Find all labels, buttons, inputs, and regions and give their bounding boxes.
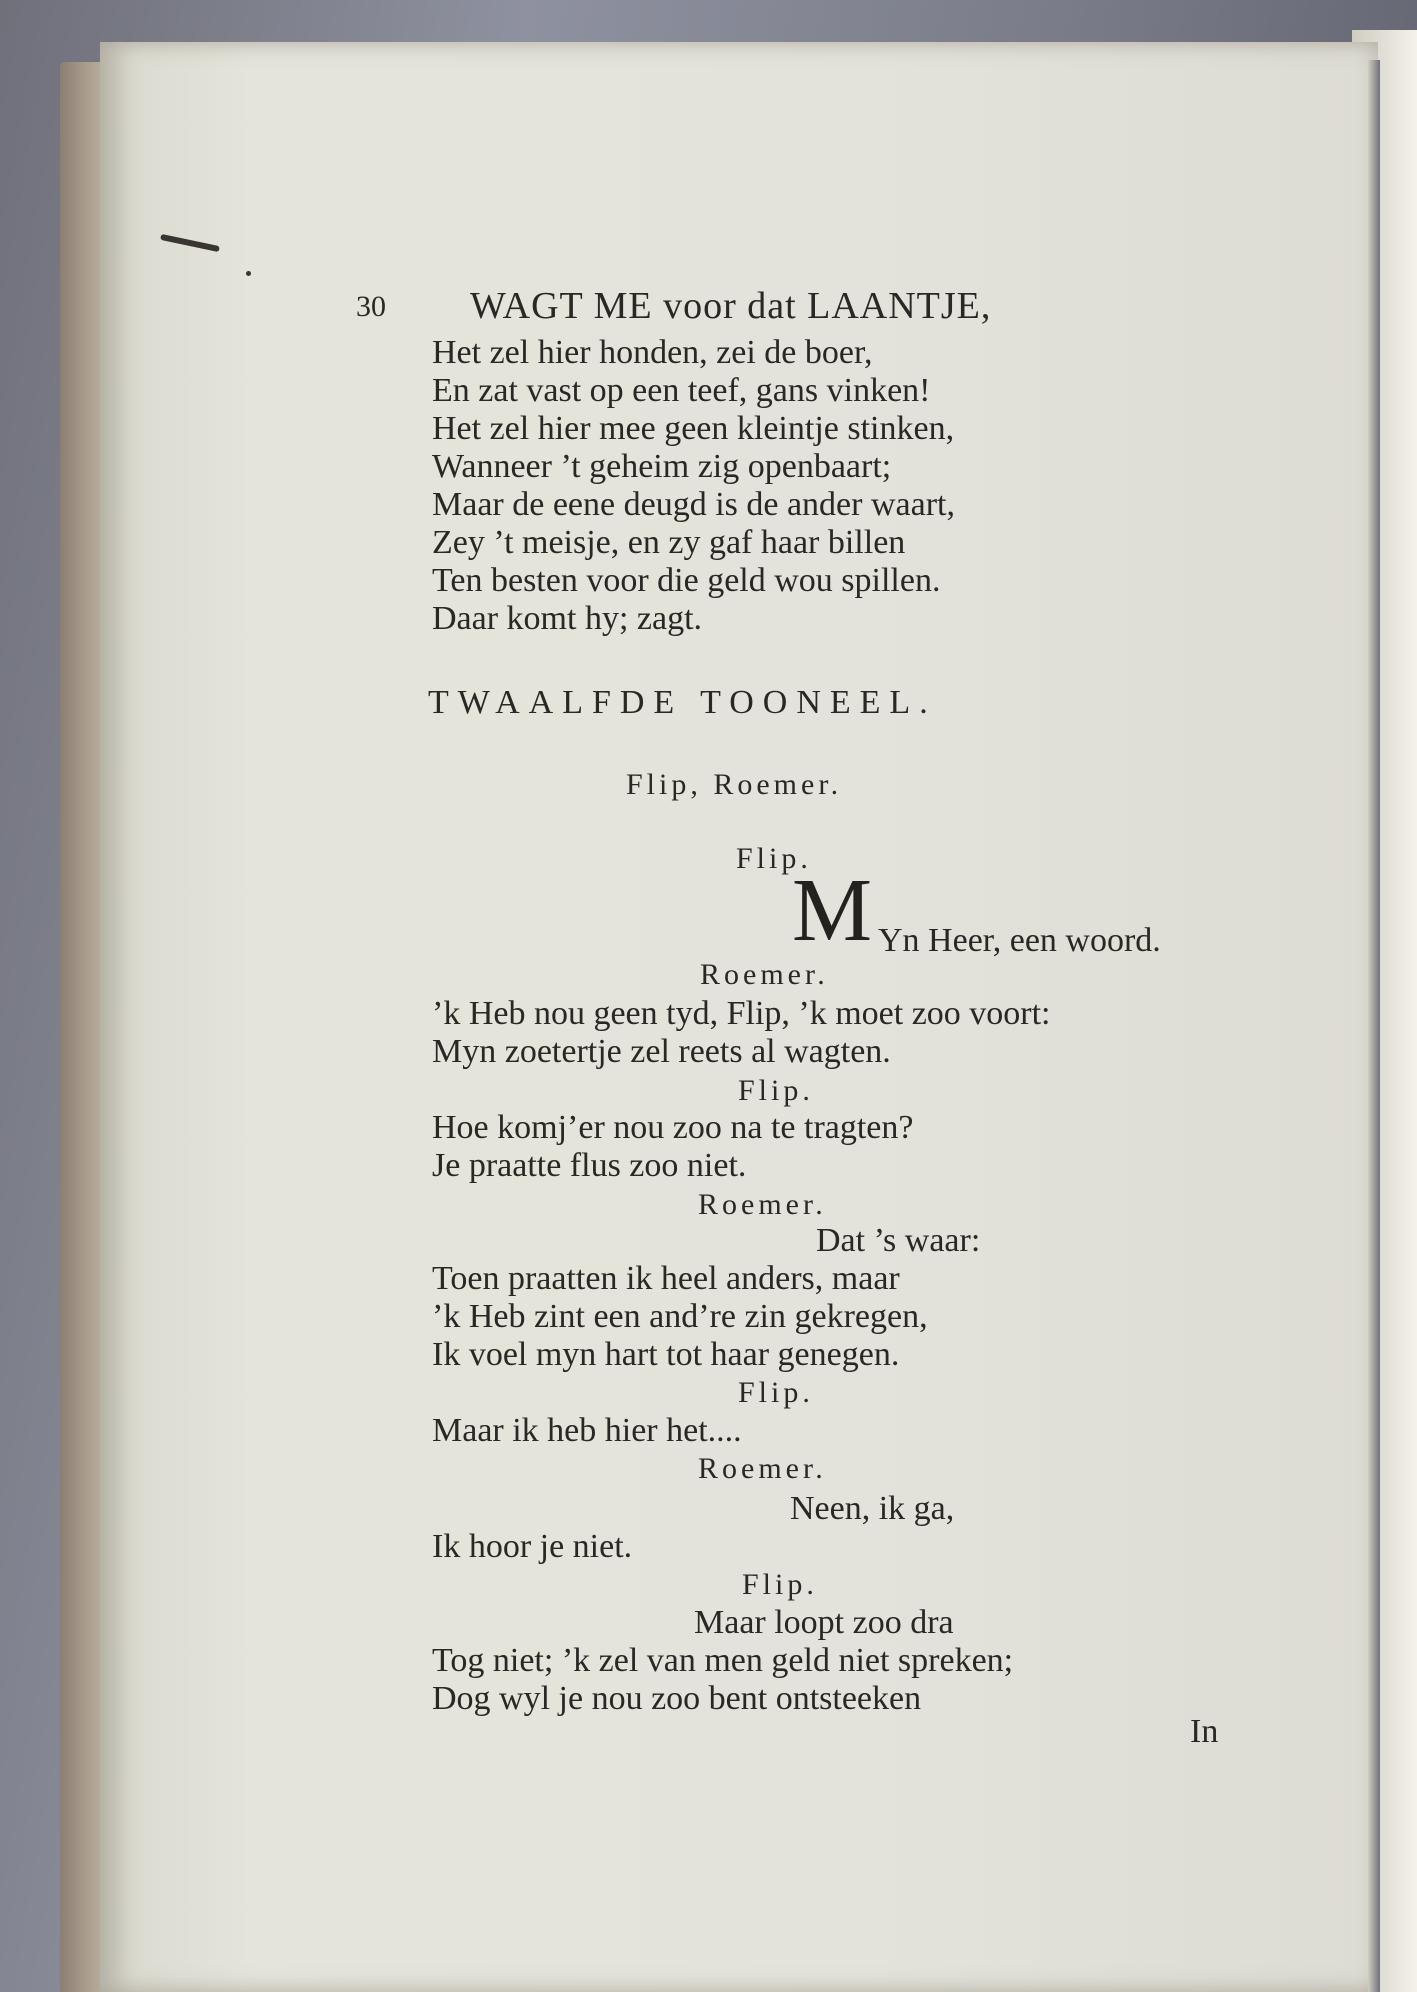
verse-line: Het zel hier mee geen kleintje stinken, [432, 410, 955, 447]
speaker-label: Roemer. [698, 1452, 827, 1485]
dialogue-line: Toen praatten ik heel anders, maar [432, 1260, 900, 1297]
scene-title: TWAALFDE TOONEEL. [428, 684, 937, 721]
drop-cap: M [792, 861, 873, 960]
verse-line: Maar de eene deugd is de ander waart, [432, 486, 955, 523]
dialogue-line: Neen, ik ga, [790, 1490, 955, 1527]
ink-dot [246, 271, 251, 276]
speaker-label: Roemer. [700, 958, 829, 991]
page-edge-shadow [1368, 60, 1380, 1992]
dialogue-line: Dat ’s waar: [816, 1222, 981, 1259]
page-number: 30 [356, 290, 386, 323]
dialogue-line: Myn zoetertje zel reets al wagten. [432, 1033, 891, 1070]
speaker-label: Flip. [742, 1568, 818, 1601]
dialogue-line: Dog wyl je nou zoo bent ontsteeken [432, 1680, 922, 1717]
speaker-label: Flip. [738, 1376, 814, 1409]
verse-line: Zey ’t meisje, en zy gaf haar billen [432, 524, 906, 561]
speaker-label: Roemer. [698, 1188, 827, 1221]
dialogue-line: ’k Heb zint een and’re zin gekregen, [432, 1298, 928, 1335]
speaker-label: Flip. [738, 1074, 814, 1107]
dialogue-line: Hoe komj’er nou zoo na te tragten? [432, 1109, 914, 1146]
dialogue-line: Ik hoor je niet. [432, 1528, 633, 1565]
verse-line: Daar komt hy; zagt. [432, 600, 703, 637]
verse-line: Het zel hier honden, zei de boer, [432, 334, 873, 371]
scene-characters: Flip, Roemer. [626, 768, 843, 801]
catchword: In [1190, 1713, 1219, 1750]
dialogue-line: Je praatte flus zoo niet. [432, 1147, 747, 1184]
running-title: WAGT ME voor dat LAANTJE, [470, 285, 992, 327]
dialogue-line: Yn Heer, een woord. [878, 922, 1161, 959]
verse-line: Wanneer ’t geheim zig openbaart; [432, 448, 892, 485]
dialogue-line: Maar loopt zoo dra [694, 1604, 954, 1641]
dialogue-line: ’k Heb nou geen tyd, Flip, ’k moet zoo voort: [432, 995, 1051, 1032]
verse-line: Ten besten voor die geld wou spillen. [432, 562, 941, 599]
dialogue-line: Ik voel myn hart tot haar genegen. [432, 1336, 900, 1373]
speaker-label: Flip. [736, 842, 812, 875]
dialogue-line: Tog niet; ’k zel van men geld niet spreken; [432, 1642, 1014, 1679]
dialogue-line: Maar ik heb hier het.... [432, 1412, 742, 1449]
verse-line: En zat vast op een teef, gans vinken! [432, 372, 931, 409]
